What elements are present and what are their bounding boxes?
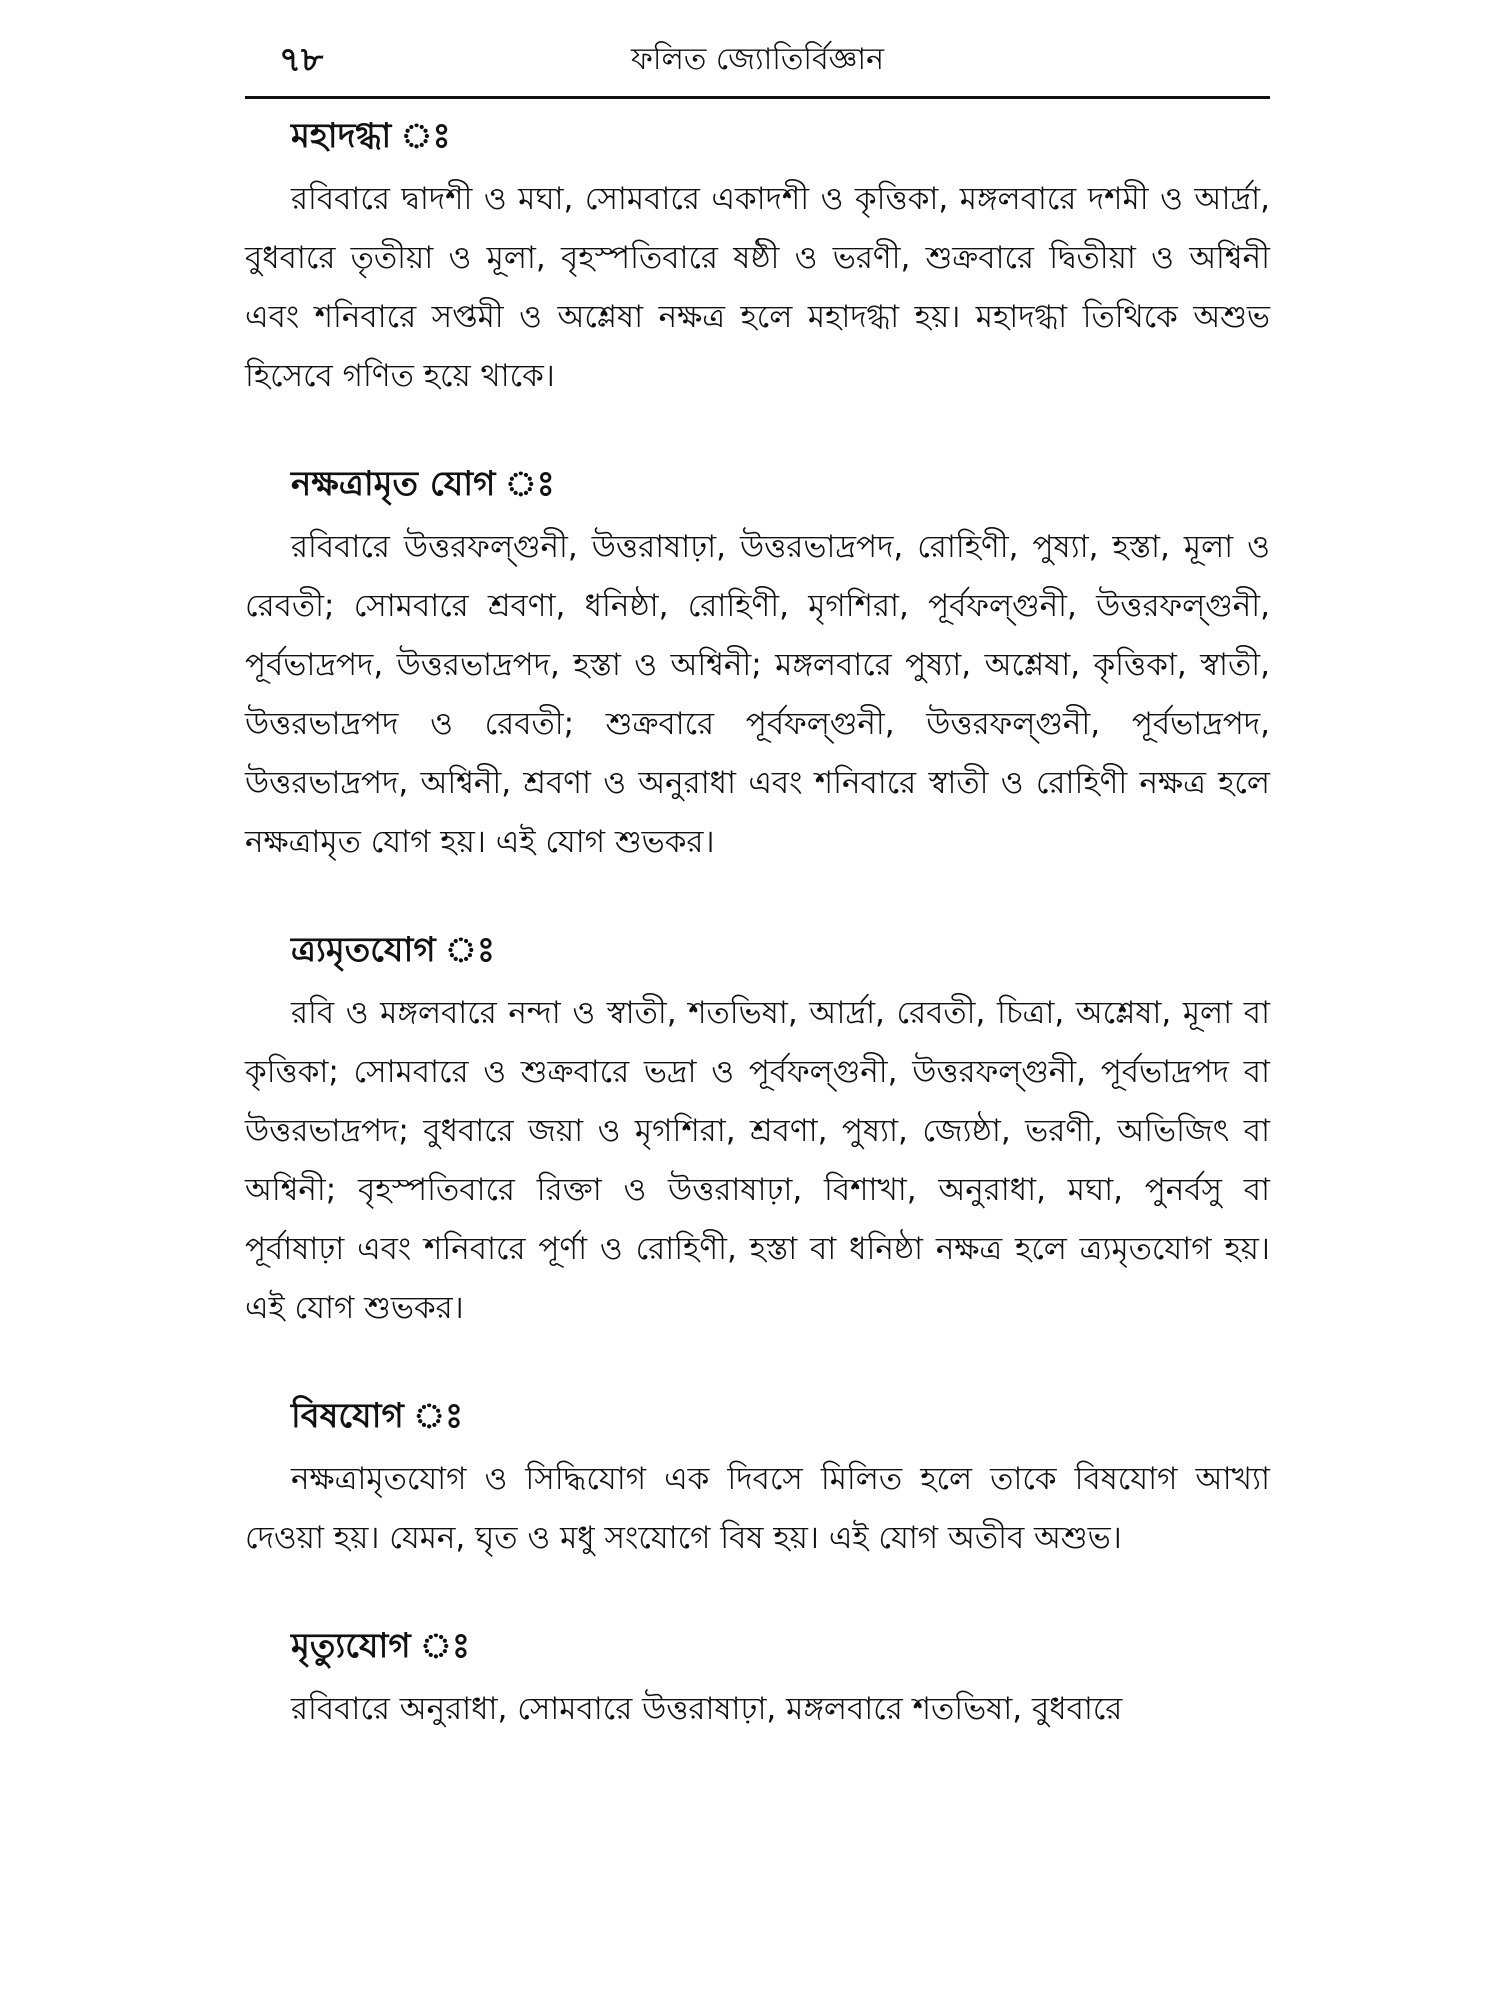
- page-content: [245, 108, 1270, 1789]
- header-rule: [245, 96, 1270, 99]
- section-paragraph: রবিবারে অনুরাধা, সোমবারে উত্তরাষাঢ়া, মঙ্গলবারে শতভিষা, বুধবারে: [291, 1691, 1123, 1727]
- section-paragraph: রবিবারে উত্তরফল্গুনী, উত্তরাষাঢ়া, উত্তরভাদ্রপদ, রোহিণী, পুষ্যা, হস্তা, মূলা ও রেবতী; সোমবারে শ্রবণা, ধনিষ্ঠা, রোহিণী, মৃগশিরা, পূর্বফল্গুনী, উত্তরফল্গুনী, পূর্বভাদ্রপদ, উত্তরভাদ্রপদ, হস্তা ও অশ্বিনী; মঙ্গলবারে পুষ্যা, অশ্লেষা, কৃত্তিকা, স্বাতী, উত্তরভাদ্রপদ ও রেবতী; শুক্রবারে পূর্বফল্গুনী, উত্তরফল্গুনী, পূর্বভাদ্রপদ, উত্তরভাদ্রপদ, অশ্বিনী, শ্রবণা ও অনুরাধা এবং শনিবারে স্বাতী ও রোহিণী নক্ষত্র হলে নক্ষত্রামৃত যোগ হয়। এই যোগ শুভকর।: [245, 529, 1270, 860]
- section-bish-yoga: [245, 1388, 1270, 1568]
- page-number: ৭৮: [279, 40, 324, 80]
- section-nakshatramrita-yoga: [245, 456, 1270, 872]
- section-paragraph: রবিবারে দ্বাদশী ও মঘা, সোমবারে একাদশী ও কৃত্তিকা, মঙ্গলবারে দশমী ও আর্দ্রা, বুধবারে তৃতীয়া ও মূলা, বৃহস্পতিবারে ষষ্ঠী ও ভরণী, শুক্রবারে দ্বিতীয়া ও অশ্বিনী এবং শনিবারে সপ্তমী ও অশ্লেষা নক্ষত্র হলে মহাদগ্ধা হয়। মহাদগ্ধা তিথিকে অশুভ হিসেবে গণিত হয়ে থাকে।: [245, 181, 1270, 394]
- section-paragraph: নক্ষত্রামৃতযোগ ও সিদ্ধিযোগ এক দিবসে মিলিত হলে তাকে বিষযোগ আখ্যা দেওয়া হয়। যেমন, ঘৃত ও মধু সংযোগে বিষ হয়। এই যোগ অতীব অশুভ।: [245, 1461, 1270, 1556]
- section-mahadagdha: [245, 108, 1270, 406]
- page-header: [245, 28, 1270, 98]
- section-heading: নক্ষত্রামৃত যোগ ঃ: [291, 464, 555, 504]
- section-paragraph: রবি ও মঙ্গলবারে নন্দা ও স্বাতী, শতভিষা, আর্দ্রা, রেবতী, চিত্রা, অশ্লেষা, মূলা বা কৃত্তিকা; সোমবারে ও শুক্রবারে ভদ্রা ও পূর্বফল্গুনী, উত্তরফল্গুনী, পূর্বভাদ্রপদ বা উত্তরভাদ্রপদ; বুধবারে জয়া ও মৃগশিরা, শ্রবণা, পুষ্যা, জ্যেষ্ঠা, ভরণী, অভিজিৎ বা অশ্বিনী; বৃহস্পতিবারে রিক্তা ও উত্তরাষাঢ়া, বিশাখা, অনুরাধা, মঘা, পুনর্বসু বা পূর্বাষাঢ়া এবং শনিবারে পূর্ণা ও রোহিণী, হস্তা বা ধনিষ্ঠা নক্ষত্র হলে ত্র্যমৃতযোগ হয়। এই যোগ শুভকর।: [245, 995, 1270, 1326]
- section-heading: ত্র্যমৃতযোগ ঃ: [291, 930, 496, 970]
- section-heading: বিষযোগ ঃ: [291, 1396, 464, 1436]
- section-tryamrita-yoga: [245, 922, 1270, 1338]
- section-heading: মৃত্যুযোগ ঃ: [291, 1626, 471, 1666]
- running-title: ফলিত জ্যোতির্বিজ্ঞান: [630, 42, 884, 77]
- section-mrityu-yoga: [245, 1618, 1270, 1739]
- section-heading: মহাদগ্ধা ঃ: [291, 116, 451, 156]
